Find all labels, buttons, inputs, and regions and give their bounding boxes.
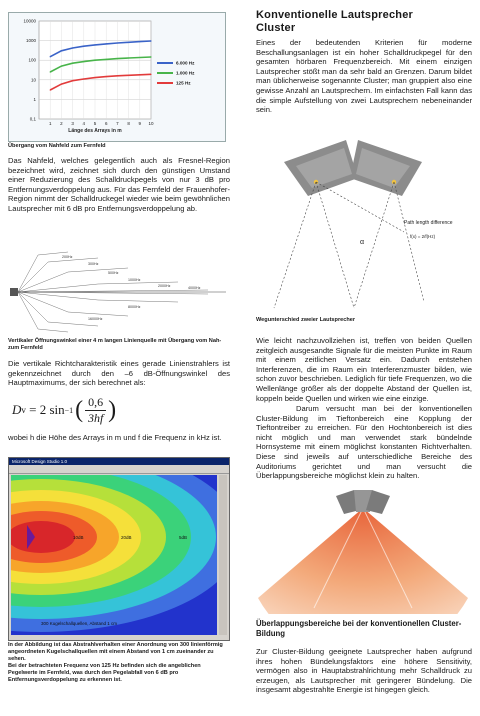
data-point [128,42,129,43]
db-label: 20dB [121,535,132,540]
y-tick-label: 1000 [25,38,36,44]
data-point [72,80,73,81]
sim-scrollbar[interactable] [219,475,227,635]
simulation-caption-2: Bei der betrachteten Frequenz von 125 Hz befinden sich die angeblichen Pegelwerte im Fernfeld, was durch den Pegelabfall von 6 dB pro Entfernungsverdoppelung zu erkennen ist. [8,663,201,683]
data-point [150,40,151,41]
overlap-svg [254,490,472,614]
data-point [106,59,107,60]
right-paragraph-1: Eines der bedeutenden Kriterien für moderne Beschallungsanlagen ist ein hoher Schalldruckpegel für den gesamten hörbaren Frequenzbereich. Mit einem einzigen Lautsprecher stößt man da sehr bald an Grenzen. Darum bildet man üblicherweise sogenannte Cluster; man gruppiert also eine gewisse Anzahl an Lautsprechern. Im einfachsten Fall kann das die simple Aufstellung von zwei Lautsprechern nebeneinander sein. [256,38,472,115]
data-point [150,74,151,75]
right-paragraph-3: Darum versucht man bei der konventionellen Cluster-Bildung im Tieftonbereich eine Kopplung der Tieftontreiber zu erreichen. Für den Hochtonbereich ist dies nicht möglich und man verwendet stark bündelnde Hornsysteme mit einem möglichst konstanten Richtverhalten. Diese sind jeweils auf unterschiedliche Bereiche des Auditoriums gerichtet und man versucht die Überlappungsbereiche möglichst klein zu halten. [256,404,472,481]
data-point [61,66,62,67]
x-tick-label: 7 [116,121,119,126]
data-point [94,77,95,78]
legend-label: 1.000 Hz [176,70,195,76]
data-point [61,84,62,85]
y-tick-label: 10 [30,77,36,83]
overlap-caption: Überlappungsbereiche bei der konventionellen Cluster-Bildung [256,619,462,638]
overlap-diagram [254,490,472,614]
freq-label: 1000Hz [128,278,141,282]
data-point [139,41,140,42]
directivity-labels [62,255,201,321]
directivity-svg [8,250,230,336]
x-tick-label: 4 [82,121,86,126]
data-point [139,57,140,58]
x-tick-label: 10 [148,121,154,126]
data-point [117,42,118,43]
data-point [72,63,73,64]
data-point [117,75,118,76]
formula-lhs: D [12,402,22,417]
x-tick-label: 5 [93,121,97,126]
directivity-caption: Vertikaler Öffnungswinkel einer 4 m langen Linienquelle mit Übergang vom Nah- zum Fernfeld [8,338,222,351]
data-point [139,74,140,75]
cluster-caption: Wegunterschied zweier Lautsprecher [256,317,356,323]
x-tick-label: 6 [104,121,108,126]
y-tick-label: 10000 [23,18,36,24]
y-tick-label: 1 [33,96,36,102]
left-paragraph-1: Das Nahfeld, welches gelegentlich auch als Fresnel-Region bezeichnet wird, zeichnet sich durch den günstigen Umstand einer Reduzierung des Schalldruckpegels von nur 3 dB pro Entfernungsverdoppelung aus. Für das Fernfeld der Frauenhofer-Region nimmt der Schalldruckegel wieder wie beim gewöhnlichen Lautsprecher mit 6 dB pro Entfernungsverdoppelung ab. [8,156,230,213]
sim-label: 300 Kugelschallquellen, Abstand 1 cm [41,621,118,626]
directivity-formula: D v = 2 sin −1 ( $\frac{0,6}{3hf}$ ) [12,394,117,425]
legend-label: 6.000 Hz [176,60,195,66]
formula-sub: v [21,405,26,415]
cluster-path-diagram [254,132,472,310]
near-far-field-chart [8,12,226,142]
formula-sup: −1 [64,405,74,415]
left-paragraph-3: wobei h die Höhe des Arrays in m und f die Frequenz in kHz ist. [8,433,222,442]
x-tick-label: 9 [138,121,142,126]
chart-caption: Übergang vom Nahfeld zum Fernfeld [8,143,106,149]
freq-label: 200Hz [62,255,73,259]
data-point [94,44,95,45]
db-label: 5dB [179,535,188,540]
freq-label: 8000Hz [128,305,141,309]
formula-denominator: 3hf [88,410,104,425]
line-source [10,288,18,296]
x-tick-label: 3 [71,121,74,126]
sim-plot [11,475,217,635]
path-label: Path length difference [404,220,453,226]
data-point [128,75,129,76]
db-label: 10dB [73,535,84,540]
x-axis-label: Länge des Arrays in m [68,128,122,134]
data-point [83,46,84,47]
sim-title-bar: Microsoft Design Studio 1.0 [9,458,229,465]
data-point [117,58,118,59]
sim-toolbar [9,465,229,474]
coverage-fan [258,508,468,614]
freq-label: 300Hz [88,262,99,266]
data-point [50,71,51,72]
right-paragraph-2: Wie leicht nachzuvollziehen ist, treffen von beiden Quellen zeitgleich ausgesandte Signale für die meisten Punkte im Raum mit einem zeitlichen Versatz ein. Dadurch entstehen Interferenzen, die im Raum ein Interferenzmuster bilden, wie schon zuvor beschrieben. Lediglich für tiefe Frequenzen, wo die Wellenlänge größer als der doppelte Abstand der Quellen ist, koppeln beide Quellen und wirken wie eine einzige. [256,336,472,403]
page-title: Konventionelle Lautsprecher Cluster [256,9,413,34]
data-point [50,89,51,90]
data-point [150,56,151,57]
path-formula: f(x) = 2/f(Hz) [410,234,436,239]
simulation-caption-1: In der Abbildung ist das Abstrahlverhalten einer Anordnung von 300 linienförmig angeordneten Kugelschallquellen mit einem Abstand von 1 cm zueinander zu sehen. [8,642,223,662]
alpha-label: α [360,239,365,246]
y-tick-label: 0,1 [29,116,36,122]
y-tick-label: 100 [28,57,36,63]
freq-label: 16000Hz [88,317,103,321]
simulation-window [8,457,230,641]
data-point [128,57,129,58]
legend-label: 125 Hz [176,80,191,86]
right-paragraph-4: Zur Cluster-Bildung geeignete Lautsprecher haben aufgrund ihres hohen Bündelungsfaktors eine höhere Sensitivity, vermögen also in Hauptabstrahlrichtung mehr Schalldruck zu erzeugen, als Lautsprecher mit geringerer Bündelung. Die insgesamt abgestrahlte Energie ist hingegen gleich. [256,647,472,695]
data-point [50,56,51,57]
formula-numerator: 0,6 [85,395,106,411]
data-point [94,60,95,61]
simulation-caption [8,642,230,684]
data-point [83,78,84,79]
data-point [61,50,62,51]
data-point [106,43,107,44]
vertical-directivity-diagram [8,250,230,336]
left-paragraph-2: Die vertikale Richtcharakteristik eines gerade Linienstrahlers ist gekennzeichnet durch den –6 dB-Öffnungswinkel des Hauptmaximums, der sich berechnet als: [8,359,230,388]
x-tick-label: 2 [60,121,63,126]
data-point [106,76,107,77]
cluster-svg [254,132,472,310]
x-tick-label: 8 [127,121,130,126]
data-point [83,61,84,62]
formula-eq: = 2 sin [25,402,65,417]
freq-label: 2000Hz [158,284,171,288]
freq-label: 4000Hz [188,286,201,290]
x-tick-label: 1 [48,121,52,126]
data-point [72,47,73,48]
chart-svg [9,13,225,141]
freq-label: 500Hz [108,271,119,275]
